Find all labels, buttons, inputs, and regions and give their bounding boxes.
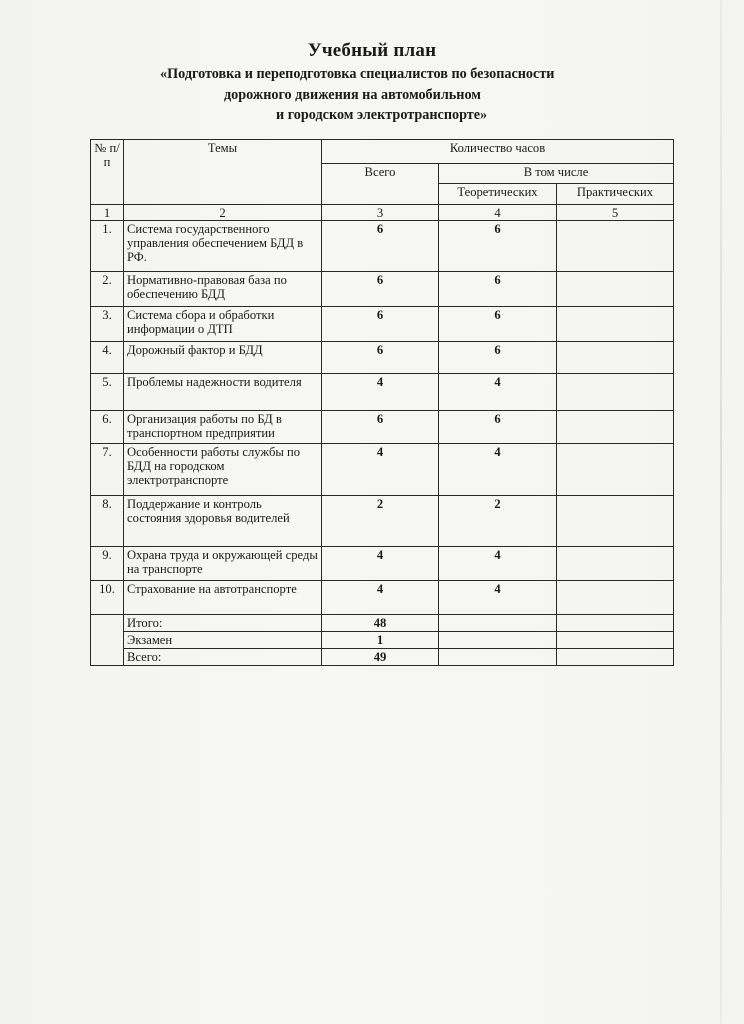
table-row — [91, 221, 674, 272]
row-theory-hours: 4 — [439, 374, 557, 411]
summary-theory-cell — [439, 649, 557, 666]
table-row — [91, 411, 674, 444]
summary-practice-cell — [557, 632, 674, 649]
row-number: 4. — [91, 342, 124, 374]
summary-label: Итого: — [124, 615, 322, 632]
row-practice-hours — [557, 496, 674, 547]
row-theory-hours: 6 — [439, 221, 557, 272]
document-title: Учебный план — [307, 40, 437, 61]
header-practice: Практических — [557, 184, 674, 205]
summary-label: Всего: — [124, 649, 322, 666]
subtitle-line-1: «Подготовка и переподготовка специалистов по безопасности — [160, 66, 555, 82]
row-total-hours: 4 — [322, 581, 439, 615]
summary-practice-cell — [557, 615, 674, 632]
summary-row — [91, 632, 674, 649]
row-theory-hours: 4 — [439, 547, 557, 581]
subtitle-line-2: дорожного движения на автомобильном — [224, 87, 481, 103]
summary-theory-cell — [439, 615, 557, 632]
header-num: № п/п — [91, 140, 124, 205]
row-total-hours: 6 — [322, 272, 439, 307]
row-topic: Проблемы надежности водителя — [124, 374, 322, 411]
row-practice-hours — [557, 444, 674, 496]
row-topic: Охрана труда и окружающей среды на транспорте — [124, 547, 322, 581]
row-total-hours: 4 — [322, 374, 439, 411]
summary-label: Экзамен — [124, 632, 322, 649]
row-practice-hours — [557, 221, 674, 272]
row-total-hours: 4 — [322, 547, 439, 581]
summary-total: 1 — [322, 632, 439, 649]
row-theory-hours: 4 — [439, 581, 557, 615]
row-total-hours: 4 — [322, 444, 439, 496]
header-topics: Темы — [124, 140, 322, 205]
row-practice-hours — [557, 547, 674, 581]
column-number-row — [91, 205, 674, 221]
sheet-edge — [720, 0, 722, 1024]
summary-total: 49 — [322, 649, 439, 666]
column-number: 1 — [91, 205, 124, 221]
row-number: 7. — [91, 444, 124, 496]
row-total-hours: 6 — [322, 342, 439, 374]
table-row — [91, 581, 674, 615]
row-practice-hours — [557, 272, 674, 307]
row-practice-hours — [557, 411, 674, 444]
row-number: 8. — [91, 496, 124, 547]
row-number: 9. — [91, 547, 124, 581]
summary-num-cell — [91, 615, 124, 666]
table-row — [91, 272, 674, 307]
row-topic: Страхование на автотранспорте — [124, 581, 322, 615]
row-theory-hours: 4 — [439, 444, 557, 496]
row-total-hours: 2 — [322, 496, 439, 547]
subtitle-line-3: и городском электротранспорте» — [276, 107, 488, 123]
summary-row — [91, 649, 674, 666]
header-theory: Теоретических — [439, 184, 557, 205]
summary-total: 48 — [322, 615, 439, 632]
header-including: В том числе — [439, 164, 674, 184]
row-number: 3. — [91, 307, 124, 342]
row-theory-hours: 6 — [439, 307, 557, 342]
table-row — [91, 496, 674, 547]
row-practice-hours — [557, 307, 674, 342]
row-number: 6. — [91, 411, 124, 444]
table-row — [91, 444, 674, 496]
row-practice-hours — [557, 374, 674, 411]
table-row — [91, 307, 674, 342]
column-number: 3 — [322, 205, 439, 221]
header-row-1 — [91, 140, 674, 164]
row-number: 2. — [91, 272, 124, 307]
row-practice-hours — [557, 581, 674, 615]
header-hours: Количество часов — [322, 140, 674, 164]
summary-practice-cell — [557, 649, 674, 666]
row-theory-hours: 2 — [439, 496, 557, 547]
row-number: 10. — [91, 581, 124, 615]
row-practice-hours — [557, 342, 674, 374]
summary-row — [91, 615, 674, 632]
curriculum-table — [90, 139, 674, 666]
column-number: 4 — [439, 205, 557, 221]
column-number: 5 — [557, 205, 674, 221]
summary-theory-cell — [439, 632, 557, 649]
table-row — [91, 547, 674, 581]
row-topic: Организация работы по БД в транспортном предприятии — [124, 411, 322, 444]
row-total-hours: 6 — [322, 221, 439, 272]
row-topic: Нормативно-правовая база по обеспечению БДД — [124, 272, 322, 307]
column-number: 2 — [124, 205, 322, 221]
header-total: Всего — [322, 164, 439, 205]
table-row — [91, 342, 674, 374]
row-topic: Поддержание и контроль состояния здоровья водителей — [124, 496, 322, 547]
row-number: 1. — [91, 221, 124, 272]
row-theory-hours: 6 — [439, 272, 557, 307]
table-row — [91, 374, 674, 411]
row-theory-hours: 6 — [439, 342, 557, 374]
row-total-hours: 6 — [322, 307, 439, 342]
row-topic: Дорожный фактор и БДД — [124, 342, 322, 374]
row-number: 5. — [91, 374, 124, 411]
row-topic: Система государственного управления обеспечением БДД в РФ. — [124, 221, 322, 272]
row-theory-hours: 6 — [439, 411, 557, 444]
row-topic: Система сбора и обработки информации о ДТП — [124, 307, 322, 342]
row-total-hours: 6 — [322, 411, 439, 444]
row-topic: Особенности работы службы по БДД на городском электротранспорте — [124, 444, 322, 496]
